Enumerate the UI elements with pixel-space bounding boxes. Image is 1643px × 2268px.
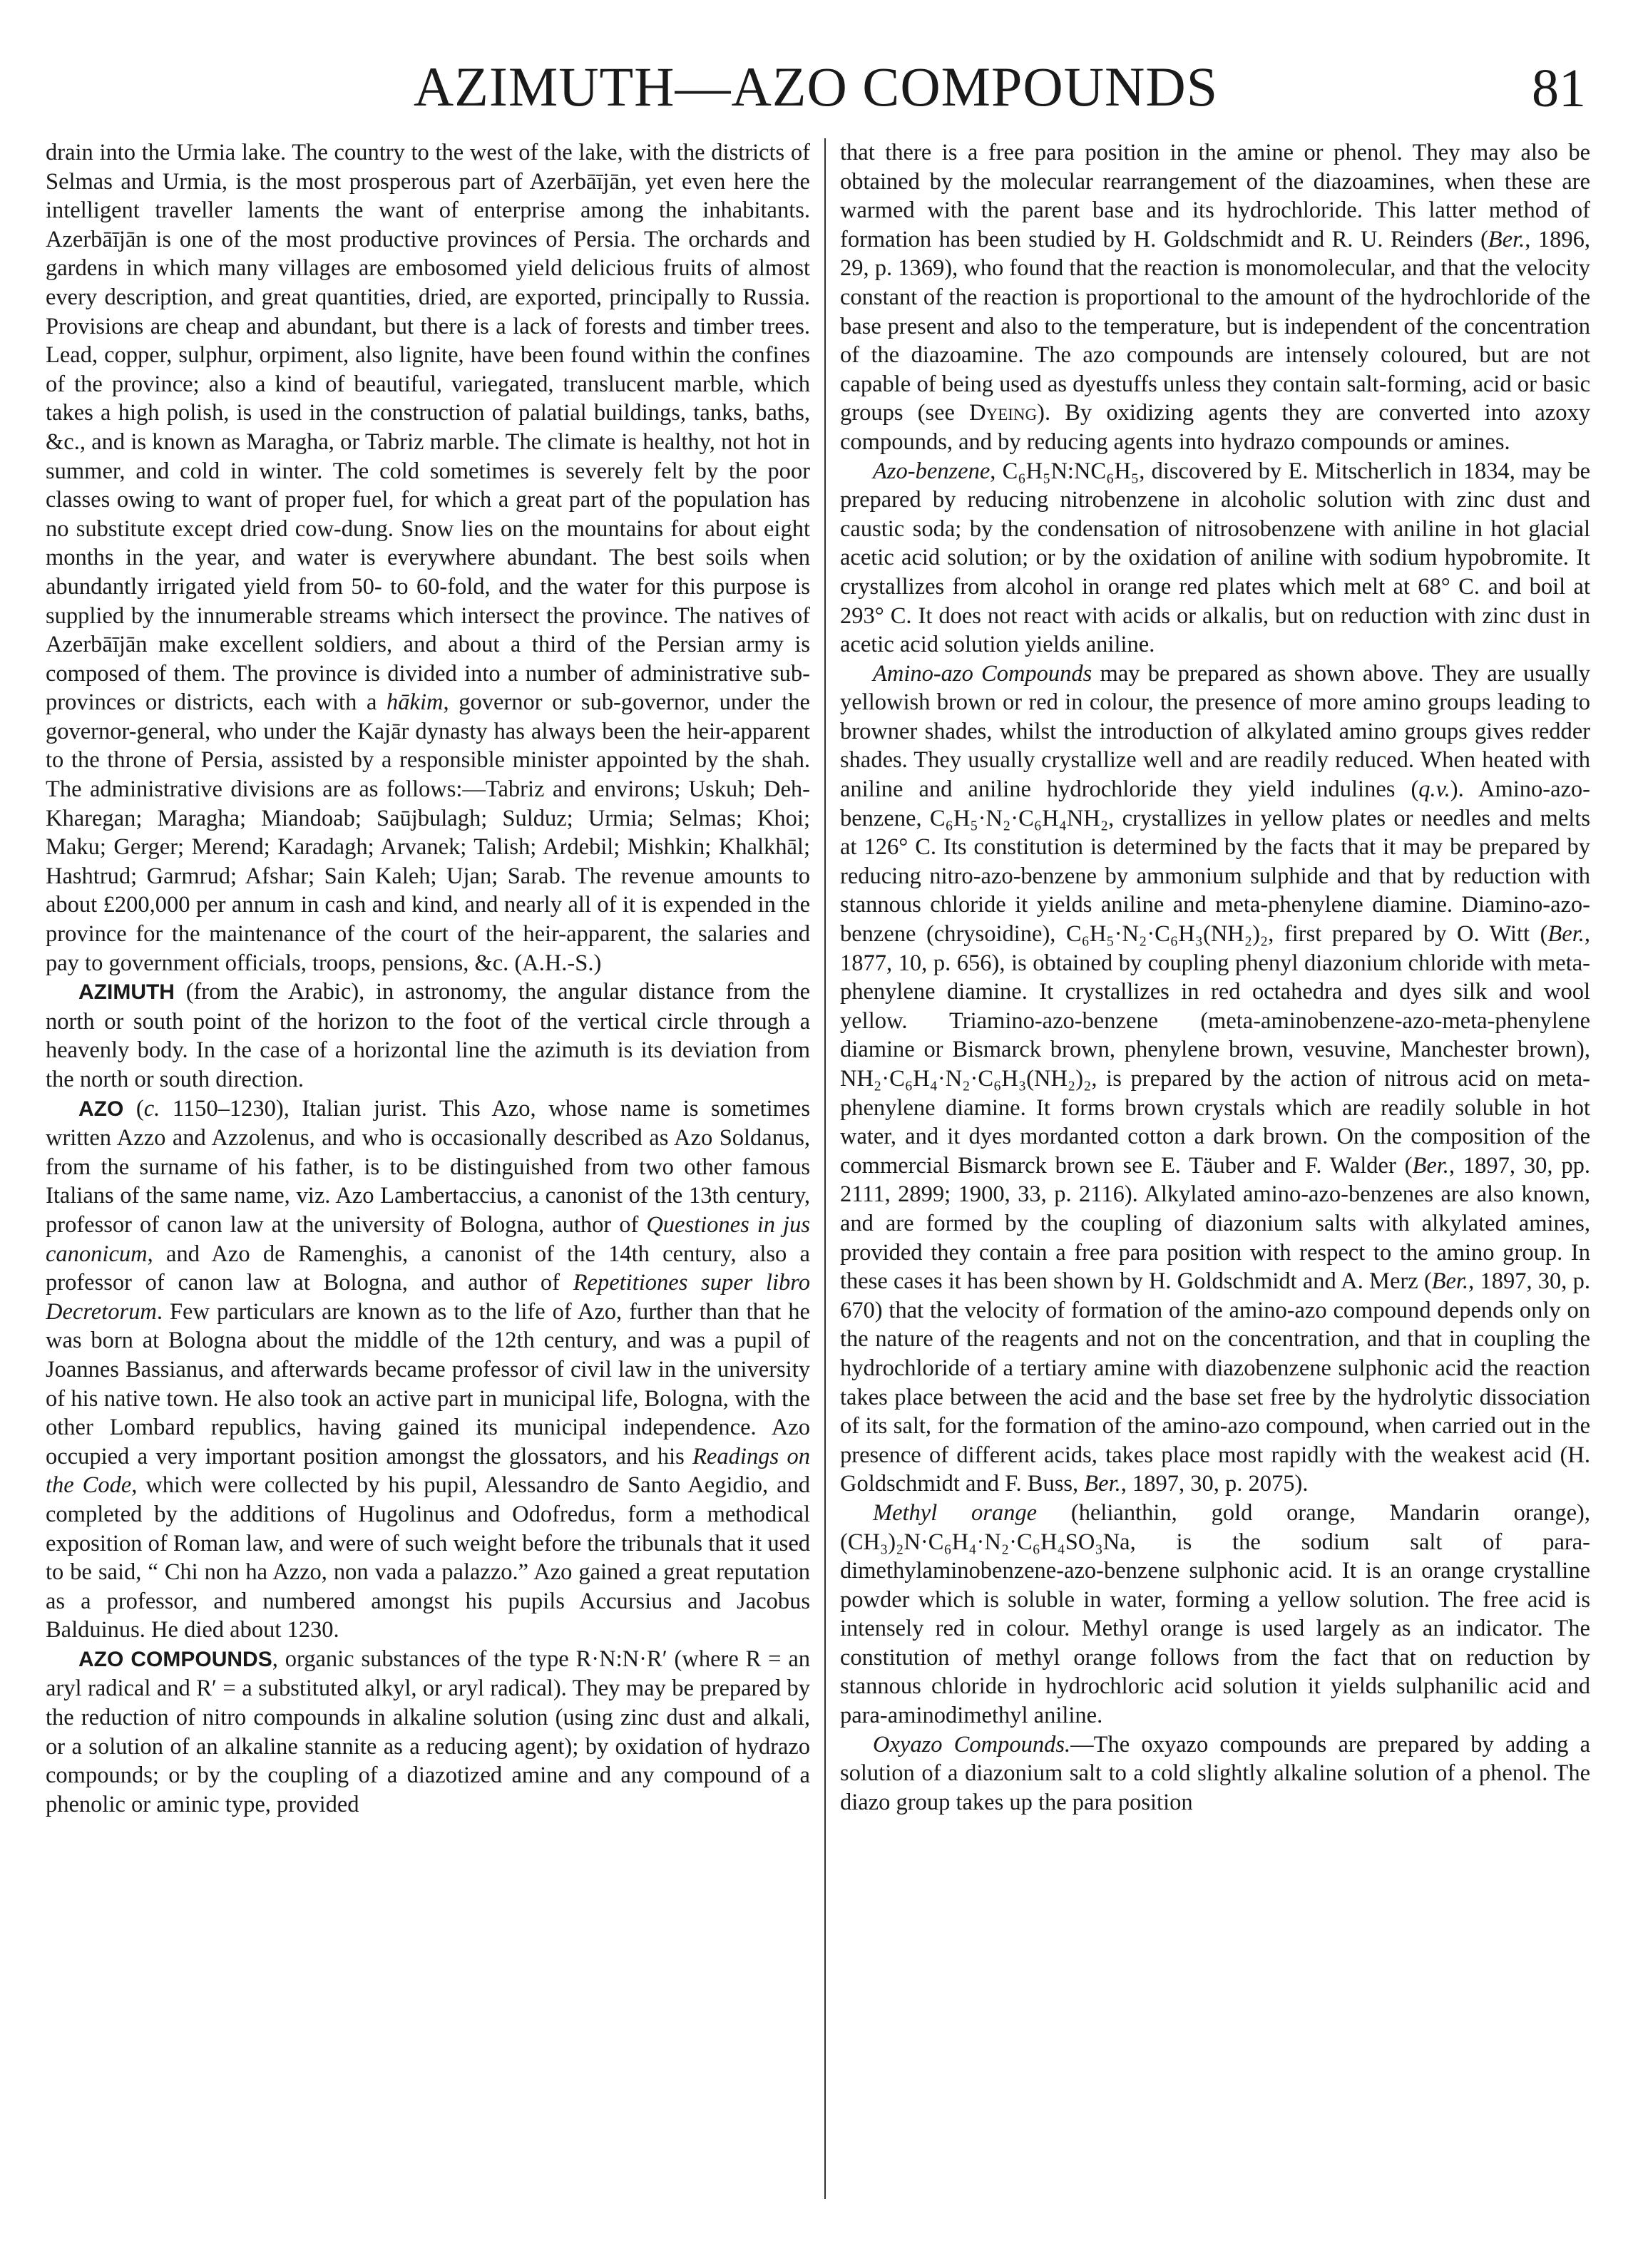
- azo-compounds-headword: AZO COMPOUNDS: [78, 1647, 272, 1671]
- page-number: 81: [1532, 58, 1586, 118]
- methyl-orange-paragraph: Methyl orange (helianthin, gold orange, Mandarin orange), (CH₃)₂N·C₆H₄·N₂·C₆H₄SO₃Na, is the sodium salt of para-dimethylaminobenzene-azo-benzene sulphonic acid. It is an orange crystalline powder which is soluble in water, forming a yellow solution. The free acid is intensely red in colour. Methyl orange is used largely as an indicator. The constitution of methyl orange follows from the fact that on reduction by stannous chloride in hydrochloric acid solution it yields sulphanilic acid and para-aminodimethyl aniline.: [840, 1499, 1590, 1729]
- azo-compounds-continuation: that there is a free para position in the amine or phenol. They may also be obtained by the molecular rearrangement of the diazoamines, when these are warmed with the parent base and its hydrochloride. This latter method of formation has been studied by H. Goldschmidt and R. U. Reinders (Ber., 1896, 29, p. 1369), who found that the reaction is monomolecular, and that the velocity constant of the reaction is proportional to the amount of the hydrochloride of the base present and also to the temperature, but is independent of the concentration of the diazoamine. The azo compounds are intensely coloured, but are not capable of being used as dyestuffs unless they contain salt-forming, acid or basic groups (see Dyeing). By oxidizing agents they are converted into azoxy compounds, and by reducing agents into hydrazo compounds or amines.: [840, 140, 1590, 455]
- column-divider: [824, 138, 826, 2199]
- azimuth-entry: AZIMUTH (from the Arabic), in astronomy, the angular distance from the north or south point of the horizon to the foot of the vertical circle through a heavenly body. In the case of a horizontal line the azimuth is its deviation from the north or south direction.: [46, 979, 810, 1092]
- azo-entry: AZO (c. 1150–1230), Italian jurist. This Azo, whose name is sometimes written Azzo and Azzolenus, and who is occasionally described as Azo Soldanus, from the surname of his father, is to be distinguished from two other famous Italians of the same name, viz. Azo Lambertaccius, a canonist of the 13th century, professor of canon law at the university of Bologna, author of Questiones in jus canonicum, and Azo de Ramenghis, a canonist of the 14th century, also a professor of canon law at Bologna, and author of Repetitiones super libro Decretorum. Few particulars are known as to the life of Azo, further than that he was born at Bologna about the middle of the 12th century, and was a pupil of Joannes Bassianus, and afterwards became professor of civil law in the university of his native town. He also took an active part in municipal life, Bologna, with the other Lombard republics, having gained its municipal independence. Azo occupied a very important position amongst the glossators, and his Readings on the Code, which were collected by his pupil, Alessandro de Santo Aegidio, and completed by the additions of Hugolinus and Odofredus, form a methodical exposition of Roman law, and were of such weight before the tribunals that it used to be said, “ Chi non ha Azzo, non vada a palazzo.” Azo gained a great reputation as a professor, and numbered amongst his pupils Accursius and Jacobus Balduinus. He died about 1230.: [46, 1095, 810, 1643]
- left-column: [46, 138, 810, 2242]
- azimuth-headword: AZIMUTH: [78, 980, 175, 1005]
- azerbaijan-continuation-paragraph: drain into the Urmia lake. The country to the west of the lake, with the districts of Selmas and Urmia, is the most prosperous part of Azerbāījān, yet even here the intelligent traveller laments the want of enterprise among the inhabitants. Azerbāījān is one of the most productive provinces of Persia. The orchards and gardens in which many villages are embosomed yield delicious fruits of almost every description, and great quantities, dried, are exported, principally to Russia. Provisions are cheap and abundant, but there is a lack of forests and timber trees. Lead, copper, sulphur, orpiment, also lignite, have been found within the confines of the province; also a kind of beautiful, variegated, translucent marble, which takes a high polish, is used in the construction of palatial buildings, tanks, baths, &c., and is known as Maragha, or Tabriz marble. The climate is healthy, not hot in summer, and cold in winter. The cold sometimes is severely felt by the poor classes owing to want of proper fuel, for which a great part of the population has no substitute except dried cow-dung. Snow lies on the mountains for about eight months in the year, and water is everywhere abundant. The best soils when abundantly irrigated yield from 50- to 60-fold, and the water for this purpose is supplied by the innumerable streams which intersect the province. The natives of Azerbāījān make excellent soldiers, and about a third of the Persian army is composed of them. The province is divided into a number of administrative sub-provinces or districts, each with a hākim, governor or sub-governor, under the governor-general, who under the Kajār dynasty has always been the heir-apparent to the throne of Persia, assisted by a responsible minister appointed by the shah. The administrative divisions are as follows:—Tabriz and environs; Uskuh; Deh-Kharegan; Maragha; Miandoab; Saūjbulagh; Sulduz; Urmia; Selmas; Khoi; Maku; Gerger; Merend; Karadagh; Arvanek; Talish; Ardebil; Mishkin; Khalkhāl; Hashtrud; Garmrud; Afshar; Sain Kaleh; Ujan; Sarab. The revenue amounts to about £200,000 per annum in cash and kind, and nearly all of it is expended in the province for the maintenance of the court of the heir-apparent, the salaries and pay to government officials, troops, pensions, &c. (A.H.-S.): [46, 140, 810, 976]
- azo-compounds-entry: AZO COMPOUNDS, organic substances of the type R·N:N·R′ (where R = an aryl radical and R′ = a substituted alkyl, or aryl radical). They may be prepared by the reduction of nitro compounds in alkaline solution (using zinc dust and alkali, or a solution of an alkaline stannite as a reducing agent); by oxidation of hydrazo compounds; or by the coupling of a diazotized amine and any compound of a phenolic or aminic type, provided: [46, 1646, 810, 1817]
- amino-azo-paragraph: Amino-azo Compounds may be prepared as shown above. They are usually yellowish brown or red in colour, the presence of more amino groups leading to browner shades, whilst the introduction of alkylated amino groups gives redder shades. They usually crystallize well and are readily reduced. When heated with aniline and aniline hydrochloride they yield indulines (q.v.). Amino-azo-benzene, C₆H₅·N₂·C₆H₄NH₂, crystallizes in yellow plates or needles and melts at 126° C. Its constitution is determined by the facts that it may be prepared by reducing nitro-azo-benzene by ammonium sulphide and that by reduction with stannous chloride it yields aniline and meta-phenylene diamine. Diamino-azo-benzene (chrysoidine), C₆H₅·N₂·C₆H₃(NH₂)₂, first prepared by O. Witt (Ber., 1877, 10, p. 656), is obtained by coupling phenyl diazonium chloride with meta-phenylene diamine. It crystallizes in red octahedra and dyes silk and wool yellow. Triamino-azo-benzene (meta-aminobenzene-azo-meta-phenylene diamine or Bismarck brown, phenylene brown, vesuvine, Manchester brown), NH₂·C₆H₄·N₂·C₆H₃(NH₂)₂, is prepared by the action of nitrous acid on meta-phenylene diamine. It forms brown crystals which are readily soluble in hot water, and it dyes mordanted cotton a dark brown. On the composition of the commercial Bismarck brown see E. Täuber and F. Walder (Ber., 1897, 30, pp. 2111, 2899; 1900, 33, p. 2116). Alkylated amino-azo-benzenes are also known, and are formed by the coupling of diazonium salts with alkylated amines, provided they contain a free para position with respect to the amino group. In these cases it has been shown by H. Goldschmidt and A. Merz (Ber., 1897, 30, p. 670) that the velocity of formation of the amino-azo compound depends only on the nature of the reagents and not on the concentration, and that in coupling the hydrochloride of a tertiary amine with diazobenzene sulphonic acid the reaction takes place between the acid and the base set free by the hydrolytic dissociation of its salt, for the formation of the amino-azo compound, when carried out in the presence of different acids, takes place most rapidly with the weakest acid (H. Goldschmidt and F. Buss, Ber., 1897, 30, p. 2075).: [840, 660, 1590, 1497]
- azo-headword: AZO: [78, 1097, 124, 1121]
- azo-benzene-paragraph: Azo-benzene, C₆H₅N:NC₆H₅, discovered by E. Mitscherlich in 1834, may be prepared by reducing nitrobenzene in alcoholic solution with zinc dust and caustic soda; by the condensation of nitrosobenzene with aniline in hot glacial acetic acid solution; or by the oxidation of aniline with sodium hypobromite. It crystallizes from alcohol in orange red plates which melt at 68° C. and boil at 293° C. It does not react with acids or alkalis, but on reduction with zinc dust in acetic acid solution yields aniline.: [840, 458, 1590, 658]
- right-column: [840, 138, 1590, 2242]
- running-head-title: AZIMUTH—AZO COMPOUNDS: [413, 56, 1219, 118]
- page-header: [46, 44, 1586, 123]
- oxyazo-paragraph: Oxyazo Compounds.—The oxyazo compounds are prepared by adding a solution of a diazonium salt to a cold slightly alkaline solution of a phenol. The diazo group takes up the para position: [840, 1731, 1590, 1815]
